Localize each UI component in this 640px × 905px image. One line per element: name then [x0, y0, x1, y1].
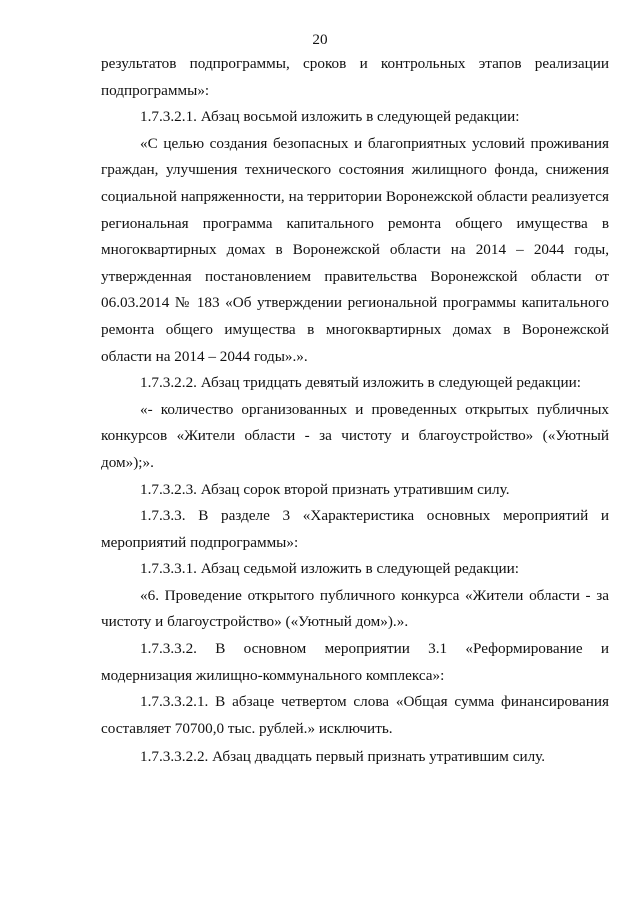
- paragraph-1-7-3-3-2-2: 1.7.3.3.2.2. Абзац двадцать первый признать утратившим силу.: [140, 748, 546, 766]
- paragraph-1-7-3-2-1: 1.7.3.2.1. Абзац восьмой изложить в следующей редакции:: [140, 108, 520, 126]
- paragraph-1-7-3-3-1: 1.7.3.3.1. Абзац седьмой изложить в следующей редакции:: [140, 560, 519, 578]
- page-number: 20: [312, 31, 328, 48]
- paragraph-quoted-regional-program: «С целью создания безопасных и благоприятных условий проживания граждан, улучшения технического состояния жилищного фонда, снижения социальной напряженности, на территории Воронежской области реализуется региональная программа капитального ремонта общего имущества в многоквартирных домах в Воронежской области на 2014 – 2044 годы, утвержденная постановлением правительства Воронежской области от 06.03.2014 № 183 «Об утверждении региональной программы капитального ремонта общего имущества в многоквартирных домах в Воронежской области на 2014 – 2044 годы».».: [101, 134, 609, 365]
- paragraph-1-7-3-3: 1.7.3.3. В разделе 3 «Характеристика основных мероприятий и мероприятий подпрограммы»:: [101, 507, 609, 551]
- paragraph-quoted-contest-item-6: «6. Проведение открытого публичного конкурса «Жители области - за чистоту и благоустройство» («Уютный дом»).».: [101, 586, 609, 631]
- paragraph-1-7-3-3-2: 1.7.3.3.2. В основном мероприятии 3.1 «Реформирование и модернизация жилищно-коммунального комплекса»:: [101, 640, 609, 684]
- paragraph-quoted-contest-count: «- количество организованных и проведенных открытых публичных конкурсов «Жители области - за чистоту и благоустройство» («Уютный дом»);».: [101, 400, 609, 471]
- paragraph-1-7-3-3-2-1: 1.7.3.3.2.1. В абзаце четвертом слова «Общая сумма финансирования составляет 70700,0 тыс. рублей.» исключить.: [101, 693, 609, 737]
- paragraph-1-7-3-2-3: 1.7.3.2.3. Абзац сорок второй признать утратившим силу.: [140, 480, 510, 498]
- paragraph-continuation: результатов подпрограммы, сроков и контрольных этапов реализации подпрограммы»:: [101, 55, 609, 99]
- document-body: [101, 51, 609, 771]
- paragraph-1-7-3-2-2: 1.7.3.2.2. Абзац тридцать девятый изложить в следующей редакции:: [140, 374, 581, 392]
